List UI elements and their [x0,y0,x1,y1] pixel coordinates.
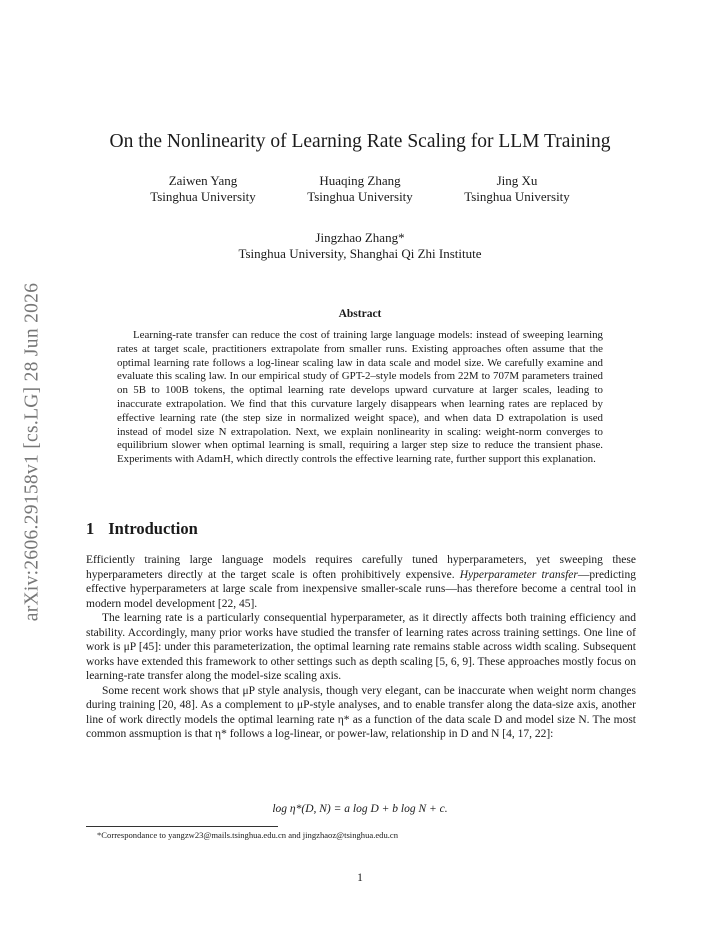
author-affiliation: Tsinghua University [307,189,413,204]
footnote: *Correspondance to yangzw23@mails.tsinghua.edu.cn and jingzhaoz@tsinghua.edu.cn [97,830,399,840]
intro-body [86,553,636,742]
author-block [143,173,263,205]
paragraph: The learning rate is a particularly consequential hyperparameter, as it directly affects both training efficiency and stability. Accordingly, many prior works have studied the transfer of learning rates across training settings. One line of work is μP [45]: under this parameterization, the optimal learning rate remains stable across width scaling. Subsequent works have extended this framework to other settings such as depth scaling [5, 6, 9]. These approaches mostly focus on learning-rate transfer along the model-size scaling axis. [86,612,636,682]
author-name: Jingzhao Zhang* [315,230,405,245]
paper-title: On the Nonlinearity of Learning Rate Scaling for LLM Training [109,131,611,152]
paragraph: Efficiently training large language models requires carefully tuned hyperparameters, yet sweeping these hyperparameters directly at the target scale is often prohibitively expensive. Hyperparameter transfer—predicting effective hyperparameters at large scale from inexpensive smaller-scale runs—has therefore become a central tool in modern model development [22, 45]. [86,554,636,610]
footnote-rule [86,826,278,827]
section-title: Introduction [108,519,198,538]
author-name: Huaqing Zhang [319,173,401,188]
emphasis: Hyperparameter transfer [459,568,578,581]
author-affiliation: Tsinghua University [464,189,570,204]
abstract-heading: Abstract [338,308,382,320]
author-name: Zaiwen Yang [168,173,238,188]
author-block [300,173,420,205]
author-name: Jing Xu [496,173,538,188]
author-affiliation: Tsinghua University, Shanghai Qi Zhi Institute [238,246,482,261]
section-number: 1 [86,519,95,538]
paragraph: Some recent work shows that μP style analysis, though very elegant, can be inaccurate when weight norm changes during training [20, 48]. As a complement to μP-style analyses, and to enable transfer along the data-size axis, another line of work directly models the optimal learning rate η* as a function of the data scale D and model size N. The most common assmuption is that η* follows a log-linear, or power-law, relationship in D and N [4, 17, 22]: [86,684,636,740]
author-block [457,173,577,205]
abstract-text: Learning-rate transfer can reduce the cost of training large language models: instead of sweeping learning rates at target scale, practitioners extrapolate from smaller runs. Existing approaches often assume that the optimal learning rate follows a log-linear scaling law in data scale and model size. We carefully examine and evaluate this scaling law. In our empirical study of GPT-2–style models from 22M to 707M parameters trained on 5B to 100B tokens, the optimal learning rate develops upward curvature at larger scales, leading to inaccurate extrapolation. We find that this curvature largely disappears when learning rates are replaced by effective learning rate (the step size in normalized weight space), and when data D extrapolation is used instead of model size N extrapolation. Next, we explain nonlinearity in scaling: weight-norm converges to equilibrium slower when optimal learning is small, requiring a larger step size to reduce the transient phase. Experiments with AdamH, which directly controls the effective learning rate, further support this explanation. [117,329,603,466]
equation: log η*(D, N) = a log D + b log N + c. [272,803,448,815]
page-number: 1 [357,872,363,884]
author-affiliation: Tsinghua University [150,189,256,204]
arxiv-identifier: arXiv:2606.29158v1 [cs.LG] 28 Jun 2026 [21,282,43,622]
author-block [190,230,530,262]
section-heading [86,519,198,539]
